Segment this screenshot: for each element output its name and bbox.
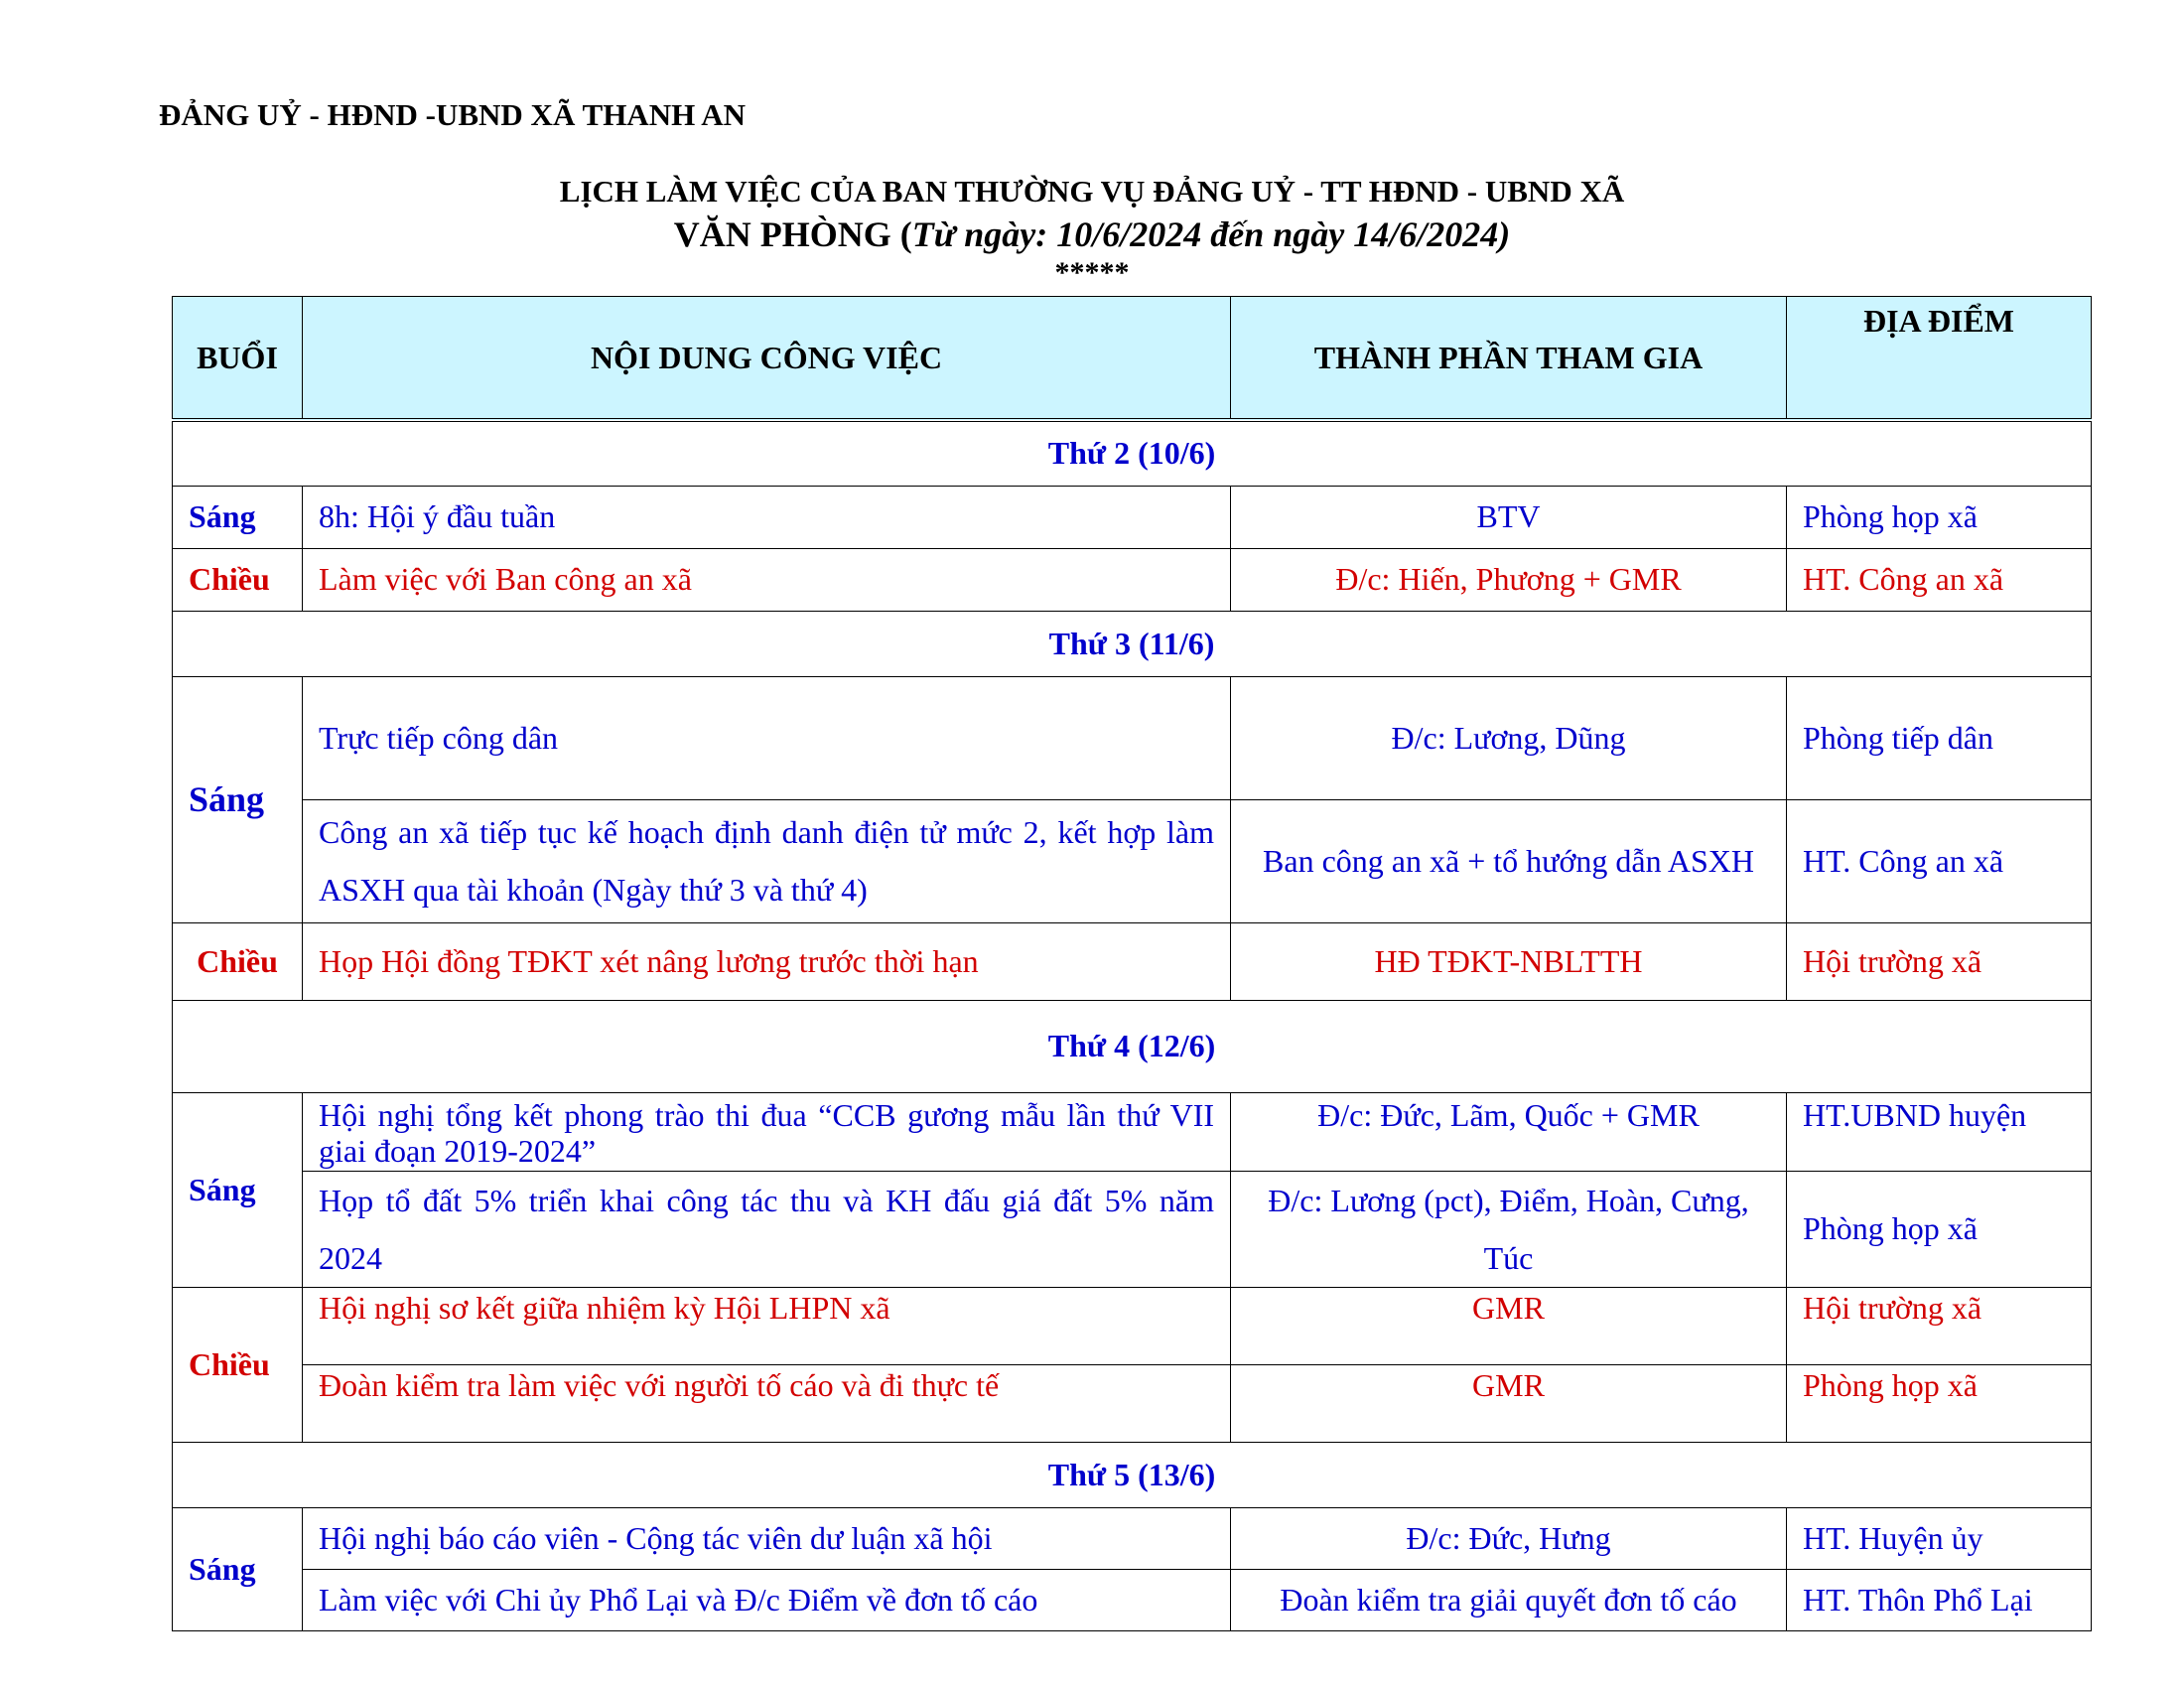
schedule-table (172, 296, 2092, 1631)
day-row (173, 611, 2092, 676)
table-row (173, 1569, 2092, 1630)
table-row (173, 799, 2092, 922)
day-heading: Thứ 4 (12/6) (173, 1000, 2092, 1092)
schedule-title: LỊCH LÀM VIỆC CỦA BAN THƯỜNG VỤ ĐẢNG UỶ - TT HĐND - UBND XÃ (559, 174, 1625, 209)
subtitle-prefix: VĂN PHÒNG ( (673, 214, 912, 254)
session-label: Sáng (173, 486, 303, 548)
content-cell: Hội nghị tổng kết phong trào thi đua “CCB gương mẫu lần thứ VII giai đoạn 2019-2024” (303, 1092, 1231, 1171)
col-header-session: BUỔI (173, 297, 303, 421)
location-cell: Phòng họp xã (1787, 1364, 2092, 1442)
content-cell: Hội nghị báo cáo viên - Cộng tác viên dư luận xã hội (303, 1507, 1231, 1569)
day-row (173, 1000, 2092, 1092)
participants-cell: HĐ TĐKT-NBLTTH (1231, 922, 1787, 1000)
table-row (173, 1287, 2092, 1364)
session-label: Chiều (173, 922, 303, 1000)
day-row (173, 420, 2092, 486)
header-row (173, 297, 2092, 421)
table-row (173, 486, 2092, 548)
location-cell: Phòng họp xã (1787, 1171, 2092, 1287)
location-cell: HT. Công an xã (1787, 799, 2092, 922)
session-label: Sáng (173, 1092, 303, 1287)
location-cell: Hội trường xã (1787, 922, 2092, 1000)
content-cell: Công an xã tiếp tục kế hoạch định danh điện tử mức 2, kết hợp làm ASXH qua tài khoản (Ngày thứ 3 và thứ 4) (303, 799, 1231, 922)
table-row (173, 1092, 2092, 1171)
col-header-participants: THÀNH PHẦN THAM GIA (1231, 297, 1787, 421)
location-cell: HT. Huyện ủy (1787, 1507, 2092, 1569)
content-cell: Làm việc với Chi ủy Phổ Lại và Đ/c Điểm về đơn tố cáo (303, 1569, 1231, 1630)
organization-name: ĐẢNG UỶ - HĐND -UBND XÃ THANH AN (159, 97, 747, 132)
session-label: Chiều (173, 1287, 303, 1442)
content-cell: Họp tổ đất 5% triển khai công tác thu và KH đấu giá đất 5% năm 2024 (303, 1171, 1231, 1287)
table-row (173, 1364, 2092, 1442)
participants-cell: GMR (1231, 1364, 1787, 1442)
participants-cell: Đ/c: Đức, Lãm, Quốc + GMR (1231, 1092, 1787, 1171)
table-row (173, 922, 2092, 1000)
location-cell: HT. Công an xã (1787, 548, 2092, 611)
session-label: Chiều (173, 548, 303, 611)
location-cell: Phòng tiếp dân (1787, 676, 2092, 799)
location-cell: HT. Thôn Phổ Lại (1787, 1569, 2092, 1630)
location-cell: Phòng họp xã (1787, 486, 2092, 548)
participants-cell: BTV (1231, 486, 1787, 548)
location-cell: HT.UBND huyện (1787, 1092, 2092, 1171)
session-label: Sáng (173, 676, 303, 922)
separator-stars: ***** (1054, 256, 1130, 289)
day-heading: Thứ 3 (11/6) (173, 611, 2092, 676)
content-cell: Đoàn kiểm tra làm việc với người tố cáo và đi thực tế (303, 1364, 1231, 1442)
date-range: Từ ngày: 10/6/2024 đến ngày 14/6/2024) (911, 214, 1511, 254)
day-heading: Thứ 5 (13/6) (173, 1442, 2092, 1507)
participants-cell: GMR (1231, 1287, 1787, 1364)
col-header-location: ĐỊA ĐIỂM (1787, 297, 2092, 421)
session-label: Sáng (173, 1507, 303, 1630)
table-row (173, 676, 2092, 799)
location-cell: Hội trường xã (1787, 1287, 2092, 1364)
content-cell: Họp Hội đồng TĐKT xét nâng lương trước thời hạn (303, 922, 1231, 1000)
content-cell: Trực tiếp công dân (303, 676, 1231, 799)
content-cell: Làm việc với Ban công an xã (303, 548, 1231, 611)
participants-cell: Đ/c: Đức, Hưng (1231, 1507, 1787, 1569)
content-cell: Hội nghị sơ kết giữa nhiệm kỳ Hội LHPN xã (303, 1287, 1231, 1364)
participants-cell: Đoàn kiểm tra giải quyết đơn tố cáo (1231, 1569, 1787, 1630)
participants-cell: Ban công an xã + tổ hướng dẫn ASXH (1231, 799, 1787, 922)
table-row (173, 1507, 2092, 1569)
participants-cell: Đ/c: Hiến, Phương + GMR (1231, 548, 1787, 611)
col-header-content: NỘI DUNG CÔNG VIỆC (303, 297, 1231, 421)
content-cell: 8h: Hội ý đầu tuần (303, 486, 1231, 548)
table-row (173, 1171, 2092, 1287)
day-heading: Thứ 2 (10/6) (173, 420, 2092, 486)
schedule-subtitle (0, 213, 2184, 255)
participants-cell: Đ/c: Lương (pct), Điểm, Hoàn, Cưng, Túc (1231, 1171, 1787, 1287)
day-row (173, 1442, 2092, 1507)
table-row (173, 548, 2092, 611)
participants-cell: Đ/c: Lương, Dũng (1231, 676, 1787, 799)
